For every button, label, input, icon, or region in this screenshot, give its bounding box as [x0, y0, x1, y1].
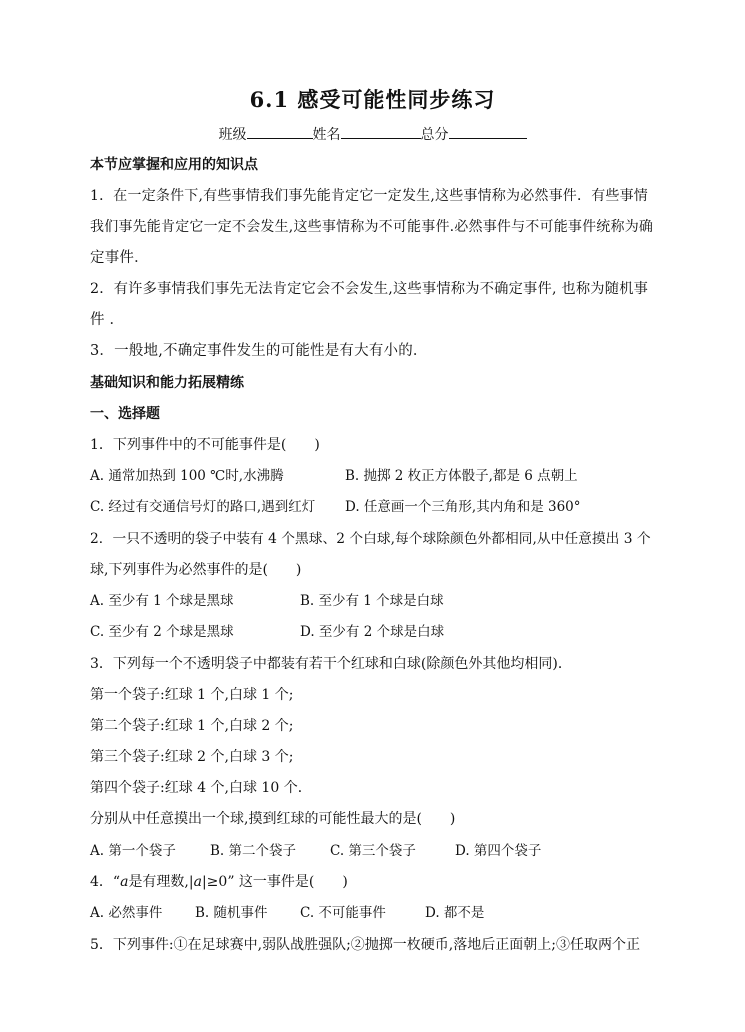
knowledge-heading: 本节应掌握和应用的知识点 — [90, 157, 258, 173]
question-3-bag-2: 第二个袋子:红球 1 个,白球 2 个; — [90, 718, 294, 734]
question-3-bag-1: 第一个袋子:红球 1 个,白球 1 个; — [90, 687, 294, 703]
question-2-option-b: B. 至少有 1 个球是白球 — [300, 593, 444, 609]
question-4-option-a: A. 必然事件 — [90, 905, 163, 921]
knowledge-point-2-line-2: 件 ． — [90, 312, 125, 328]
question-4-option-b: B. 随机事件 — [195, 905, 268, 921]
class-label: 班级 — [218, 127, 247, 143]
question-2-stem-line-2: 球,下列事件为必然事件的是( ) — [90, 562, 302, 578]
question-3-stem: 3．下列每一个不透明袋子中都装有若干个红球和白球(除颜色外其他均相同)． — [90, 656, 572, 672]
name-label: 姓名 — [312, 127, 341, 143]
multiple-choice-heading: 一、选择题 — [90, 406, 160, 422]
question-2-stem-line-1: 2．一只不透明的袋子中装有 4 个黑球、2 个白球,每个球除颜色外都相同,从中任意摸出 3 个 — [90, 531, 651, 547]
question-1-option-a: A. 通常加热到 100 ℃时,水沸腾 — [90, 468, 284, 484]
student-info-line — [0, 124, 745, 144]
question-3-bag-3: 第三个袋子:红球 2 个,白球 3 个; — [90, 749, 294, 765]
page-title: 6.1 感受可能性同步练习 — [249, 87, 496, 112]
question-3-option-a: A. 第一个袋子 — [90, 843, 176, 859]
question-4-stem — [90, 872, 348, 892]
knowledge-point-2-line-1: 2．有许多事情我们事先无法肯定它会不会发生,这些事情称为不确定事件, 也称为随机事 — [90, 281, 649, 297]
question-4-option-c: C. 不可能事件 — [300, 905, 386, 921]
question-3-bag-4: 第四个袋子:红球 4 个,白球 10 个． — [90, 780, 312, 796]
knowledge-point-1-line-3: 定事件． — [90, 250, 149, 266]
knowledge-point-3: 3．一般地,不确定事件发生的可能性是有大有小的． — [90, 343, 428, 359]
question-4-prefix: 4．“ — [90, 874, 121, 890]
question-1-option-c: C. 经过有交通信号灯的路口,遇到红灯 — [90, 499, 316, 515]
question-4-variable-abs: a — [193, 874, 202, 890]
question-4-option-d: D. 都不是 — [425, 905, 485, 921]
score-label: 总分 — [420, 127, 449, 143]
question-3-option-c: C. 第三个袋子 — [330, 843, 416, 859]
knowledge-point-1-line-1: 1．在一定条件下,有些事情我们事先能肯定它一定发生,这些事情称为必然事件．有些事情 — [90, 188, 649, 204]
name-blank — [341, 124, 421, 139]
question-4-variable: a — [120, 874, 129, 890]
score-blank — [449, 124, 527, 139]
class-blank — [247, 124, 313, 139]
knowledge-point-1-line-2: 我们事先能肯定它一定不会发生,这些事情称为不可能事件.必然事件与不可能事件统称为确 — [90, 219, 654, 235]
question-3-option-b: B. 第二个袋子 — [210, 843, 297, 859]
question-1-stem: 1．下列事件中的不可能事件是( ) — [90, 437, 320, 453]
question-5-stem-line-1: 5．下列事件:①在足球赛中,弱队战胜强队;②抛掷一枚硬币,落地后正面朝上;③任取两个正 — [90, 937, 640, 953]
practice-heading: 基础知识和能力拓展精练 — [90, 375, 244, 391]
question-2-option-d: D. 至少有 2 个球是白球 — [300, 624, 445, 640]
question-1-option-b: B. 抛掷 2 枚正方体骰子,都是 6 点朝上 — [345, 468, 578, 484]
question-2-option-c: C. 至少有 2 个球是黑球 — [90, 624, 234, 640]
question-3-ask: 分别从中任意摸出一个球,摸到红球的可能性最大的是( ) — [90, 811, 456, 827]
question-4-middle: 是有理数,| — [128, 874, 194, 890]
question-1-option-d: D. 任意画一个三角形,其内角和是 360° — [345, 499, 581, 515]
question-3-option-d: D. 第四个袋子 — [455, 843, 542, 859]
question-4-suffix: |≥0” 这一事件是( ) — [201, 874, 348, 890]
question-2-option-a: A. 至少有 1 个球是黑球 — [90, 593, 234, 609]
